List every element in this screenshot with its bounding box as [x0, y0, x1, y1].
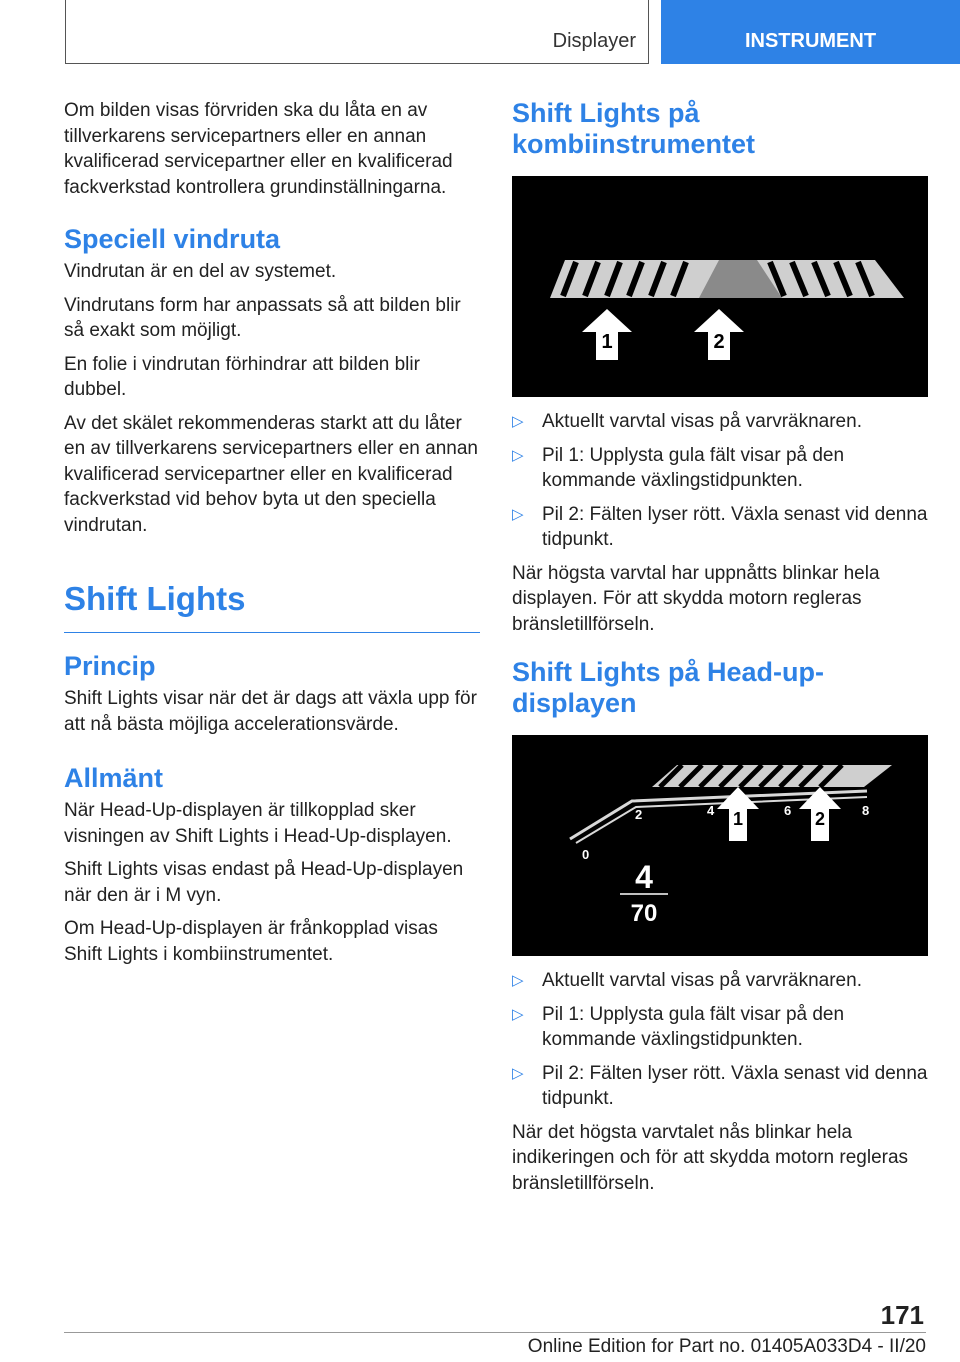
kombi-heading: Shift Lights på kombiinstrumentet	[512, 98, 756, 159]
bullet-triangle-icon: ▷	[512, 505, 524, 523]
left-column	[64, 98, 480, 975]
kombi-shift-lights-figure	[512, 176, 928, 397]
hud-tick-label: 8	[862, 803, 870, 818]
hud-shift-lights-figure	[512, 735, 928, 956]
shift-lights-heading: Shift Lights	[64, 580, 480, 633]
special-paragraph-3: En folie i vindrutan förhindrar att bilden blir dubbel.	[64, 353, 420, 400]
bullet-triangle-icon: ▷	[512, 1064, 524, 1082]
hud-bullet-item: ▷ Pil 1: Upplysta gula fält visar på den kommande växlingstidpunkten.	[512, 1003, 845, 1050]
footer-edition-text: Online Edition for Part no. 01405A033D4 - II/20	[527, 1336, 926, 1357]
kombi-paragraph: När högsta varvtal har uppnåtts blinkar hela displayen. För att skydda motorn regleras bränsletillförseln.	[512, 562, 880, 635]
hud-tick-label: 0	[582, 847, 590, 862]
footer-divider	[64, 1332, 926, 1333]
special-windshield-heading: Speciell vindruta	[64, 224, 281, 254]
special-paragraph-2: Vindrutans form har anpassats så att bilden blir så exakt som möjligt.	[64, 294, 461, 341]
header-section-title: Displayer	[552, 30, 636, 52]
kombi-bullet-item: ▷ Pil 2: Fälten lyser rött. Växla senast vid denna tidpunkt.	[512, 503, 928, 550]
kombi-bullet-list	[512, 409, 928, 553]
hud-arrow-1-label: 1	[732, 809, 744, 829]
bullet-triangle-icon: ▷	[512, 446, 524, 464]
right-column	[512, 98, 928, 1204]
hud-tick-label: 2	[635, 807, 643, 822]
bullet-triangle-icon: ▷	[512, 1005, 524, 1023]
hud-bullet-list	[512, 968, 928, 1112]
intro-paragraph: Om bilden visas förvriden ska du låta en av tillverkarens servicepartners eller en annan kvalificerad servicepartner eller en kvalificerad fackverkstad kontrollera grundinställningarna.	[64, 100, 453, 198]
special-paragraph-1: Vindrutan är en del av systemet.	[64, 261, 337, 282]
header-chapter-tab: INSTRUMENT	[661, 0, 960, 64]
hud-paragraph: När det högsta varvtalet nås blinkar hela indikeringen och för att skydda motorn regleras bränsletillförseln.	[512, 1121, 909, 1194]
bullet-triangle-icon: ▷	[512, 972, 524, 989]
hud-bullet-item: ▷ Aktuellt varvtal visas på varvräknaren.	[512, 968, 928, 994]
kombi-arrow-2-label: 2	[713, 331, 725, 353]
principle-paragraph: Shift Lights visar när det är dags att växla upp för att nå bästa möjliga accelerationsvärde.	[64, 688, 477, 735]
hud-shift-bar	[652, 765, 892, 787]
bullet-triangle-icon: ▷	[512, 413, 524, 430]
header-section-box	[65, 0, 649, 64]
hud-gear-indicator: 4	[635, 859, 653, 895]
hud-bullet-item: ▷ Pil 2: Fälten lyser rött. Växla senast vid denna tidpunkt.	[512, 1062, 928, 1109]
hud-heading: Shift Lights på Head-up-displayen	[512, 657, 824, 718]
principle-heading: Princip	[64, 651, 156, 681]
hud-arrow-2-label: 2	[814, 809, 826, 829]
kombi-shift-bar	[550, 260, 904, 298]
hud-tick-label: 6	[784, 803, 792, 818]
general-heading: Allmänt	[64, 763, 164, 793]
hud-speed-readout: 70	[630, 900, 658, 927]
special-paragraph-4: Av det skälet rekommenderas starkt att du låter en av tillverkarens servicepartners eller en annan kvalificerad servicepartner eller en kvalificerad fackverkstad vid behov byta ut den speciella vindrutan.	[64, 412, 478, 536]
kombi-bullet-item: ▷ Pil 1: Upplysta gula fält visar på den kommande växlingstidpunkten.	[512, 444, 845, 491]
general-paragraph-3: Om Head-Up-displayen är frånkopplad visas Shift Lights i kombiinstrumentet.	[64, 918, 438, 965]
kombi-arrow-1-label: 1	[601, 331, 613, 353]
general-paragraph-2: Shift Lights visas endast på Head-Up-displayen när den är i M vyn.	[64, 859, 464, 906]
page-number: 171	[880, 1300, 924, 1330]
kombi-bullet-item: ▷ Aktuellt varvtal visas på varvräknaren.	[512, 409, 928, 435]
general-paragraph-1: När Head-Up-displayen är tillkopplad sker visningen av Shift Lights i Head-Up-displayen.	[64, 800, 452, 847]
hud-tick-label: 4	[707, 803, 715, 818]
